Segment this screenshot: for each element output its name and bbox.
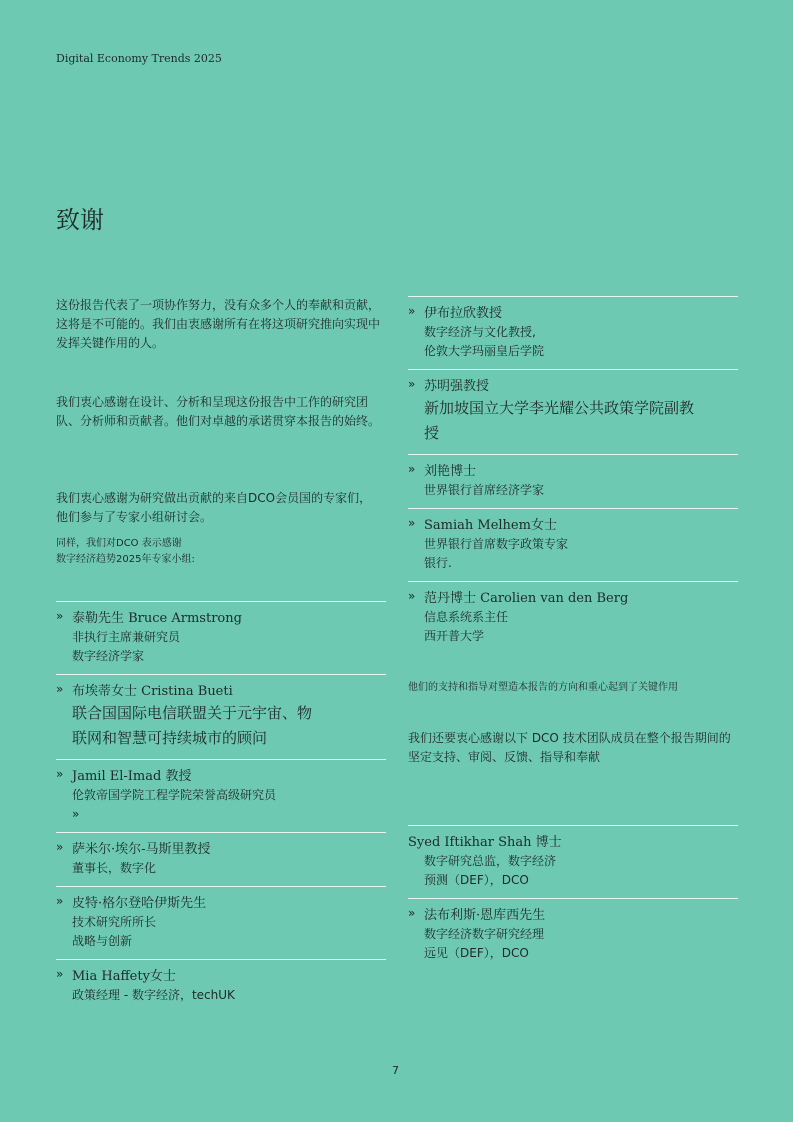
document-header: Digital Economy Trends 2025 bbox=[56, 52, 222, 65]
expert-role: 授 bbox=[424, 424, 440, 442]
expert-role: 联合国国际电信联盟关于元宇宙、物 bbox=[72, 704, 313, 722]
list-item bbox=[408, 296, 738, 369]
team-member-name: Syed Iftikhar Shah 博士 bbox=[408, 835, 562, 850]
intro-paragraph-1: 这份报告代表了一项协作努力，没有众多个人的奉献和贡献，这将是不可能的。我们由衷感谢所有在将这项研究推向实现中发挥关键作用的人。 bbox=[56, 298, 381, 350]
list-item bbox=[408, 581, 738, 654]
list-item bbox=[408, 454, 738, 508]
list-item bbox=[408, 825, 738, 898]
expert-role: 新加坡国立大学李光耀公共政策学院副教 bbox=[424, 399, 695, 417]
expert-name: Jamil El-Imad 教授 bbox=[72, 769, 192, 784]
expert-role: 战略与创新 bbox=[72, 934, 133, 948]
expert-role: 联网和智慧可持续城市的顾问 bbox=[72, 729, 268, 747]
team-list bbox=[408, 825, 738, 971]
expert-name: 伊布拉欣教授 bbox=[424, 306, 503, 321]
expert-name: 泰勒先生 Bruce Armstrong bbox=[72, 611, 242, 626]
list-item bbox=[56, 759, 386, 832]
team-member-role: 预测（DEF），DCO bbox=[424, 873, 529, 887]
support-note: 他们的支持和指导对塑造本报告的方向和重心起到了关键作用 bbox=[408, 682, 678, 693]
team-intro-paragraph: 我们还要衷心感谢以下 DCO 技术团队成员在整个报告期间的坚定支持、审阅、反馈、指导和奉献 bbox=[408, 731, 731, 764]
page-title: 致谢 bbox=[56, 206, 104, 234]
expert-list-right bbox=[408, 296, 738, 654]
arrow-icon: » bbox=[408, 377, 416, 391]
list-item bbox=[56, 959, 386, 1013]
expert-name: 布埃蒂女士 Cristina Bueti bbox=[72, 684, 233, 699]
arrow-icon: » bbox=[56, 609, 64, 623]
arrow-icon: » bbox=[56, 840, 64, 854]
expert-name: 萨米尔·埃尔-马斯里教授 bbox=[72, 842, 211, 857]
expert-role: 伦敦帝国学院工程学院荣誉高级研究员 bbox=[72, 788, 277, 802]
arrow-icon: » bbox=[408, 906, 416, 920]
expert-name: 皮特·格尔登哈伊斯先生 bbox=[72, 896, 207, 911]
expert-role: 西开普大学 bbox=[424, 629, 485, 643]
arrow-icon: » bbox=[56, 894, 64, 908]
intro-paragraph-3: 我们衷心感谢为研究做出贡献的来自DCO会员国的专家们，他们参与了专家小组研讨会。 bbox=[56, 491, 372, 524]
arrow-icon: » bbox=[408, 304, 416, 318]
expert-role: 政策经理 - 数字经济，techUK bbox=[72, 988, 235, 1002]
list-item bbox=[56, 886, 386, 959]
team-member-role: 数字经济数字研究经理 bbox=[424, 927, 545, 941]
expert-role: 信息系统系主任 bbox=[424, 610, 509, 624]
expert-role: 世界银行首席数字政策专家 bbox=[424, 537, 569, 551]
page-number: 7 bbox=[392, 1064, 399, 1077]
arrow-icon: » bbox=[56, 682, 64, 696]
arrow-icon: » bbox=[56, 967, 64, 981]
expert-name: Mia Haffety女士 bbox=[72, 969, 176, 984]
expert-name: 范丹博士 Carolien van den Berg bbox=[424, 591, 629, 606]
expert-name: 苏明强教授 bbox=[424, 379, 490, 394]
arrow-icon: » bbox=[56, 767, 64, 781]
list-item bbox=[408, 898, 738, 971]
expert-role: 技术研究所所长 bbox=[72, 915, 157, 929]
list-item bbox=[408, 369, 738, 454]
panel-note: 同样，我们对DCO 表示感谢 数字经济趋势2025年专家小组: bbox=[56, 538, 195, 565]
expert-list-left bbox=[56, 601, 386, 1013]
expert-role: » bbox=[72, 807, 80, 821]
list-item bbox=[56, 674, 386, 759]
expert-role: 银行. bbox=[424, 556, 452, 570]
team-member-role: 数字研究总监，数字经济 bbox=[424, 854, 557, 868]
expert-name: 刘艳博士 bbox=[424, 464, 477, 479]
expert-name: Samiah Melhem女士 bbox=[424, 518, 557, 533]
arrow-icon: » bbox=[408, 516, 416, 530]
list-item bbox=[56, 601, 386, 674]
expert-role: 董事长，数字化 bbox=[72, 861, 157, 875]
team-member-name: 法布利斯·恩库西先生 bbox=[424, 908, 546, 923]
arrow-icon: » bbox=[408, 589, 416, 603]
expert-role: 非执行主席兼研究员 bbox=[72, 630, 181, 644]
list-item bbox=[56, 832, 386, 886]
team-member-role: 远见（DEF），DCO bbox=[424, 946, 529, 960]
expert-role: 数字经济与文化教授, bbox=[424, 325, 536, 339]
expert-role: 伦敦大学玛丽皇后学院 bbox=[424, 344, 545, 358]
expert-role: 数字经济学家 bbox=[72, 649, 145, 663]
intro-paragraph-2: 我们衷心感谢在设计、分析和呈现这份报告中工作的研究团队、分析师和贡献者。他们对卓越的承诺贯穿本报告的始终。 bbox=[56, 395, 381, 428]
expert-role: 世界银行首席经济学家 bbox=[424, 483, 545, 497]
arrow-icon: » bbox=[408, 462, 416, 476]
list-item bbox=[408, 508, 738, 581]
